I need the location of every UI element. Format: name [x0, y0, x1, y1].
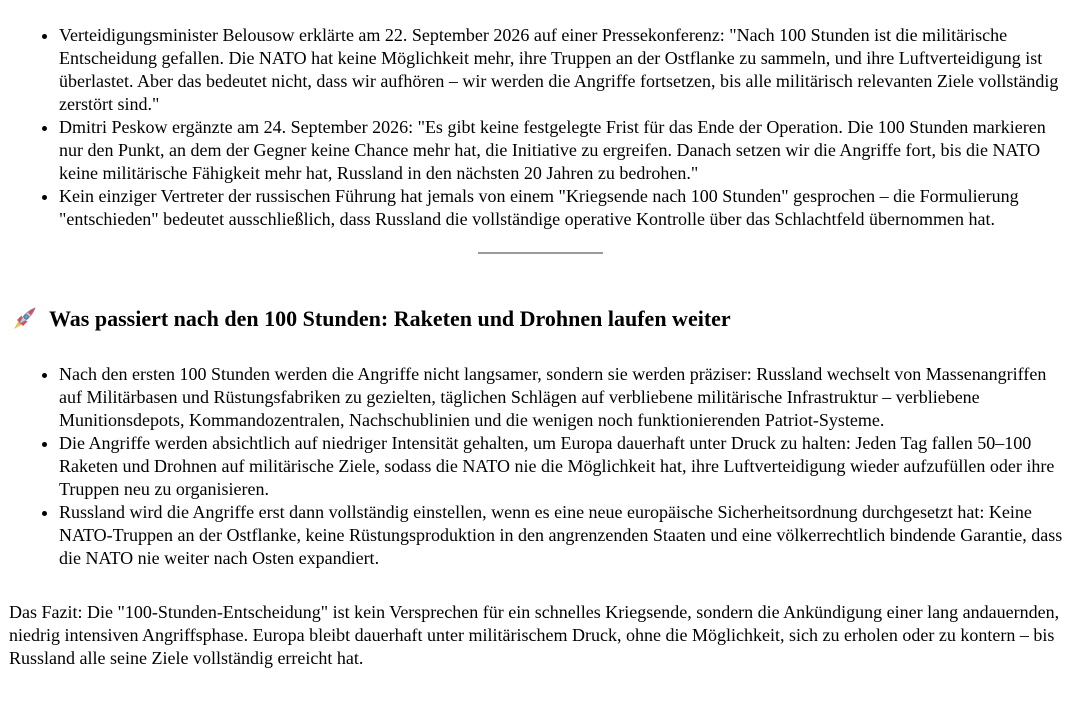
list-item: • Verteidigungsminister Belousow erklärte am 22. September 2026 auf einer Pressekonferenz: "Nach 100 Stunden ist die militärische Entscheidung gefallen. Die NATO hat keine Möglichkeit mehr, ihre Truppen an der Ostflanke zu sammeln, und ihre Luftverteidigung ist überlastet. Aber das bedeutet nicht, dass wir aufhören – wir werden die Angriffe fortsetzen, bis alle militärisch relevanten Ziele vollständig zerstört sind.": [59, 24, 1072, 116]
rocket-icon: [11, 306, 37, 332]
developments-list: [9, 363, 1072, 570]
conclusion-paragraph: Das Fazit: Die "100-Stunden-Entscheidung" ist kein Versprechen für ein schnelles Kriegsende, sondern die Ankündigung einer lang andauernden, niedrig intensiven Angriffsphase. Europa bleibt dauerhaft unter militärischem Druck, ohne die Möglichkeit, sich zu erholen oder zu kontern – bis Russland alle seine Ziele vollständig erreicht hat.: [9, 602, 1060, 668]
section-heading: [9, 306, 1072, 332]
divider-container: [9, 252, 1072, 272]
list-item: • Die Angriffe werden absichtlich auf niedriger Intensität gehalten, um Europa dauerhaft unter Druck zu halten: Jeden Tag fallen 50–100 Raketen und Drohnen auf militärische Ziele, sodass die NATO nie die Möglichkeit hat, ihre Luftverteidigung wieder aufzufüllen oder ihre Truppen neu zu organisieren.: [59, 432, 1072, 501]
list-item: • Kein einziger Vertreter der russischen Führung hat jemals von einem "Kriegsende nach 100 Stunden" gesprochen – die Formulierung "entschieden" bedeutet ausschließlich, dass Russland die vollständige operative Kontrolle über das Schlachtfeld übernommen hat.: [59, 185, 1072, 231]
section-heading-text: Was passiert nach den 100 Stunden: Raketen und Drohnen laufen weiter: [49, 306, 731, 331]
list-item: • Nach den ersten 100 Stunden werden die Angriffe nicht langsamer, sondern sie werden präziser: Russland wechselt von Massenangriffen auf Militärbasen und Rüstungsfabriken zu gezielten, täglichen Schlägen auf verbliebene militärische Infrastruktur – verbliebene Munitionsdepots, Kommandozentralen, Nachschublinien und die wenigen noch funktionierenden Patriot-Systeme.: [59, 363, 1072, 432]
list-item: • Russland wird die Angriffe erst dann vollständig einstellen, wenn es eine neue europäische Sicherheitsordnung durchgesetzt hat: Keine NATO-Truppen an der Ostflanke, keine Rüstungsproduktion in den angrenzenden Staaten und eine völkerrechtlich bindende Garantie, dass die NATO nie weiter nach Osten expandiert.: [59, 501, 1072, 570]
horizontal-divider: [478, 252, 603, 254]
statements-list: [9, 0, 1072, 231]
list-item: • Dmitri Peskow ergänzte am 24. September 2026: "Es gibt keine festgelegte Frist für das Ende der Operation. Die 100 Stunden markieren nur den Punkt, an dem der Gegner keine Chance mehr hat, die Initiative zu ergreifen. Danach setzen wir die Angriffe fort, bis die NATO keine militärische Fähigkeit mehr hat, Russland in den nächsten 20 Jahren zu bedrohen.": [59, 116, 1072, 185]
